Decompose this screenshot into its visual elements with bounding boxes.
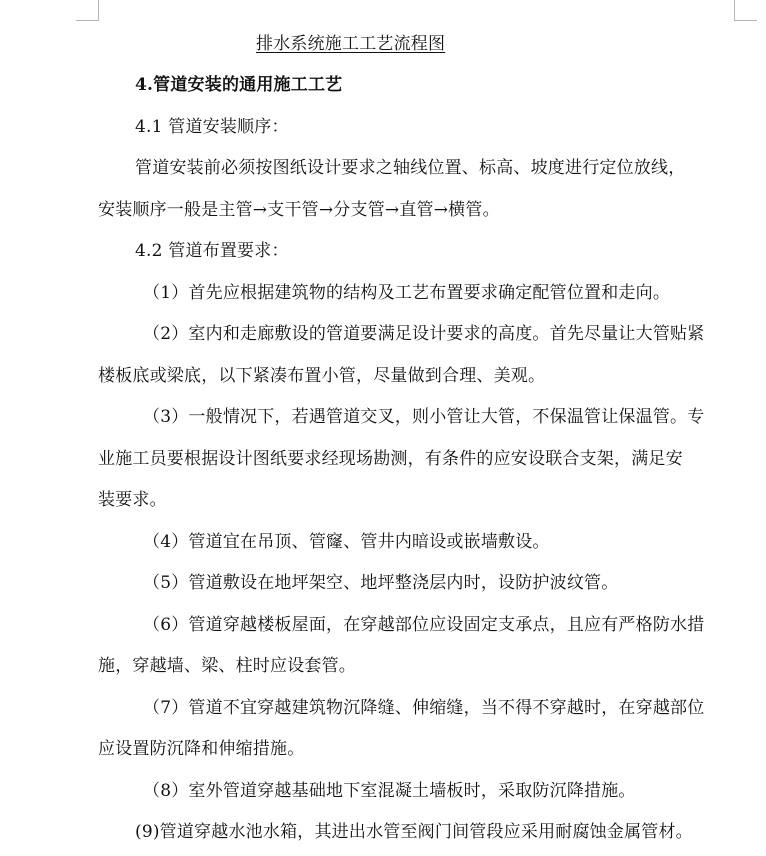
requirement-4: （4）管道宜在吊顶、管窿、管井内暗设或嵌墙敷设。: [143, 532, 550, 552]
section-heading: 4.管道安装的通用施工工艺: [135, 75, 343, 95]
subsection-4-2-title: 4.2 管道布置要求：: [135, 241, 289, 261]
install-order-line-2: 安装顺序一般是主管→支干管→分支管→直管→横管。: [98, 200, 500, 220]
requirement-7-line-2: 应设置防沉降和伸缩措施。: [98, 739, 305, 759]
subsection-4-1-title: 4.1 管道安装顺序：: [135, 117, 289, 137]
install-order-line-1: 管道安装前必须按图纸设计要求之轴线位置、标高、坡度进行定位放线，: [135, 158, 686, 178]
requirement-6-line-1: （6）管道穿越楼板屋面，在穿越部位应设固定支承点，且应有严格防水措: [143, 615, 705, 635]
requirement-5: （5）管道敷设在地坪架空、地坪整浇层内时，设防护波纹管。: [143, 573, 619, 593]
margin-corner-mark-right: [734, 0, 757, 21]
requirement-3-line-2: 业施工员要根据设计图纸要求经现场勘测，有条件的应安设联合支架，满足安: [98, 449, 683, 469]
requirement-9: (9)管道穿越水池水箱，其进出水管至阀门间管段应采用耐腐蚀金属管材。: [135, 822, 693, 842]
margin-corner-mark-left: [76, 0, 99, 21]
requirement-2-line-1: （2）室内和走廊敷设的管道要满足设计要求的高度。首先尽量让大管贴紧: [143, 324, 705, 344]
requirement-1: （1）首先应根据建筑物的结构及工艺布置要求确定配管位置和走向。: [143, 283, 671, 303]
requirement-7-line-1: （7）管道不宜穿越建筑物沉降缝、伸缩缝，当不得不穿越时，在穿越部位: [143, 698, 705, 718]
document-title: 排水系统施工工艺流程图: [256, 34, 446, 54]
requirement-3-line-3: 装要求。: [98, 490, 167, 510]
requirement-2-line-2: 楼板底或梁底，以下紧凑布置小管，尽量做到合理、美观。: [98, 366, 546, 386]
requirement-3-line-1: （3）一般情况下，若遇管道交叉，则小管让大管，不保温管让保温管。专: [143, 407, 705, 427]
requirement-6-line-2: 施，穿越墙、梁、柱时应设套管。: [98, 656, 356, 676]
requirement-8: （8）室外管道穿越基础地下室混凝土墙板时，采取防沉降措施。: [143, 781, 636, 801]
